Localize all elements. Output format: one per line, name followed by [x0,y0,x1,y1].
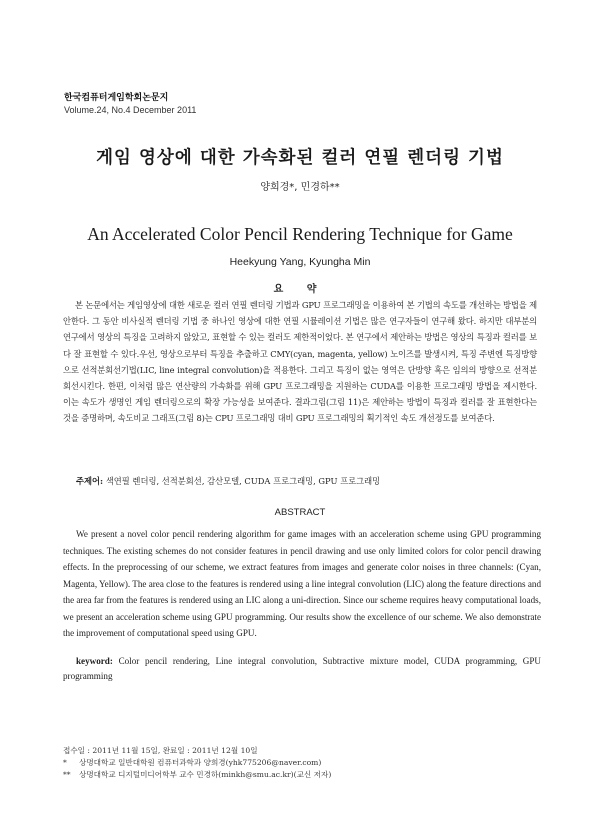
korean-keywords-label: 주제어: [76,476,104,486]
footnotes [63,745,543,781]
korean-abstract-body: 본 논문에서는 게임영상에 대한 새로운 컬러 연필 렌더링 기법과 GPU 프로그래밍을 이용하여 본 기법의 속도를 개선하는 방법을 제안한다. 그 동안 비사실적 렌더링 기법 중 하나인 영상에 대한 연필 시뮬레이션 기법은 많은 연구자들이 연구해 왔다. 하지만 대부분의 연구에서 영상의 특징을 고려하지 않았고, 표현할 수 있는 컬러도 제한적이었다. 본 연구에서 제안하는 방법은 영상의 특징과 컬러를 보다 잘 표현할 수 있다.우선, 영상으로부터 특징을 추출하고 CMY(cyan, magenta, yellow) 노이즈를 발생시켜, 특징 주변엔 특징방향으로 선적분회선기법(LIC, line integral convolution)을 적용한다. 그리고 특징이 없는 영역은 단방향 혹은 임의의 방향으로 선적분회선시킨다. 한편, 이처럼 많은 연산량의 가속화를 위해 GPU 프로그래밍을 지원하는 CUDA를 이용한 프로그래밍 방법을 제시한다. 이는 속도가 생명인 게임 렌더링으로의 확장 가능성을 보여준다. 결과그림(그림 11)은 제안하는 방법이 특징과 컬러를 잘 표현한다는 것을 증명하며, 속도비교 그래프(그림 8)는 CPU 프로그래밍 대비 GPU 프로그래밍의 획기적인 속도 개선정도를 보여준다. [63,300,538,424]
korean-abstract-heading: 요 약 [273,284,327,295]
english-abstract-body: We present a novel color pencil rendering algorithm for game images with an acceleration scheme using GPU programming techniques. The existing schemes do not consider features in pencil drawing and use only limited colors for color pencil drawing effects. In the preprocessing of our scheme, we extract features from images and generate color noises in three channels: (Cyan, Magenta, Yellow). The area close to the features is rendered using a line integral convolution (LIC) along the feature directions and the area far from the features is rendered using an LIC along a uni-direction. Since our scheme requires heavy computational loads, we present an acceleration scheme using GPU programming. Our results show the excellence of our scheme. We also demonstrate the improvement of computational speed using GPU. [63,529,541,638]
english-abstract-heading: ABSTRACT [274,507,326,518]
korean-keywords-text: 색연필 렌더링, 선적분회선, 감산모델, CUDA 프로그래밍, GPU 프로그래밍 [105,476,381,486]
english-keywords [63,654,541,684]
english-title: An Accelerated Color Pencil Rendering Technique for Game [87,224,513,244]
journal-volume: Volume.24, No.4 December 2011 [64,105,197,115]
received-dates: 접수일 : 2011년 11월 15일, 완료일 : 2011년 12월 10일 [63,746,258,755]
journal-name: 한국컴퓨터게임학회논문지 [64,93,169,103]
journal-header [64,92,364,116]
korean-title: 게임 영상에 대한 가속화된 컬러 연필 렌더링 기법 [96,148,504,168]
english-keywords-text: Color pencil rendering, Line integral convolution, Subtractive mixture model, CUDA programming, GPU programming [63,656,541,681]
footnote-mark-1: * [63,758,67,767]
footnote-text-2: 상명대학교 디지털미디어학부 교수 민경하(minkh@smu.ac.kr)(교신 저자) [79,770,332,779]
korean-authors: 양희경*, 민경하** [260,182,340,193]
footnote-author-2 [63,769,543,781]
english-authors: Heekyung Yang, Kyungha Min [229,256,371,268]
footnote-mark-2: ** [63,770,71,779]
footnote-author-1 [63,757,543,769]
footnote-text-1: 상명대학교 일반대학원 컴퓨터과학과 양희경(yhk775206@naver.com) [79,758,322,767]
english-keywords-label: keyword: [76,656,113,666]
korean-keywords [76,474,546,488]
